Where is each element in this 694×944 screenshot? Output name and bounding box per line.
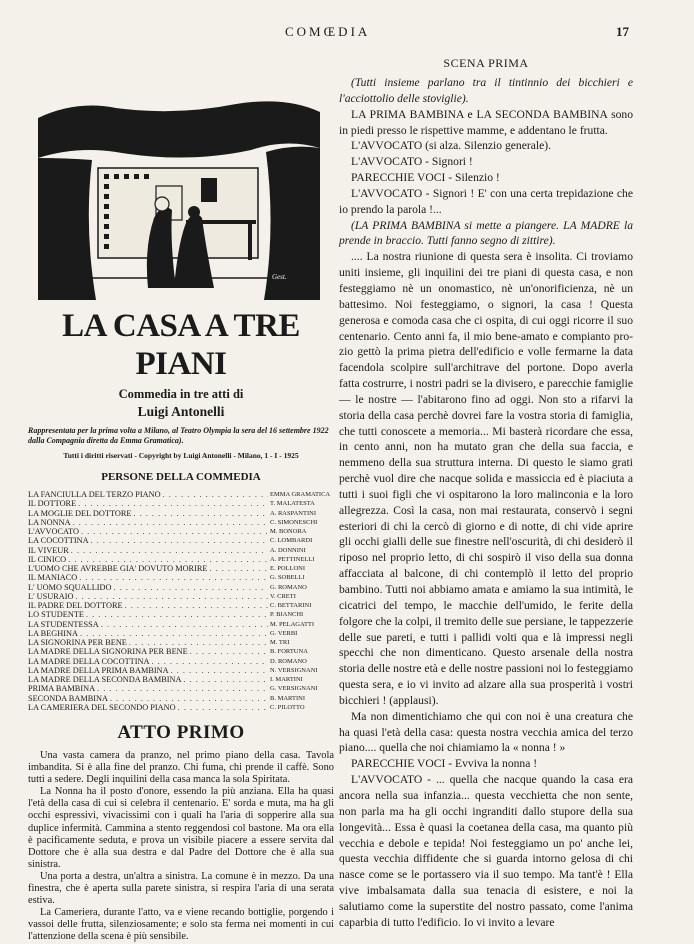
leader-dots [171, 666, 268, 675]
leader-dots [97, 684, 268, 693]
dialogue-paragraph: LA PRIMA BAMBINA e LA SECONDA BAMBINA sono in piedi presso le rispettive mamme, e addentano le frutta. [339, 107, 633, 137]
cast-row [28, 638, 334, 647]
leader-dots [81, 527, 268, 536]
leader-dots [129, 638, 268, 647]
cast-row [28, 694, 334, 703]
stage-drawing [36, 78, 322, 300]
stage-directions [28, 750, 334, 944]
leader-dots [86, 610, 268, 619]
leader-dots [209, 564, 268, 573]
cast-role: LA NONNA [28, 517, 71, 527]
cast-actor: D. ROMANO [270, 657, 307, 665]
cast-role: LO STUDENTE [28, 610, 84, 620]
cast-actor: P. BIANCHI [270, 611, 304, 619]
leader-dots [76, 592, 268, 601]
cast-row [28, 499, 334, 508]
cast-actor: G. ROMANO [270, 583, 307, 591]
cast-actor: M. BONORA [270, 528, 307, 535]
cast-row [28, 629, 334, 638]
cast-actor: M. TRI [270, 639, 290, 646]
dialogue-paragraph: L'AVVOCATO (si alza. Silenzio generale). [351, 139, 551, 153]
dialogue-paragraph: PARECCHIE VOCI - Evviva la nonna ! [351, 757, 538, 771]
leader-dots [190, 647, 268, 656]
dialogue-paragraph: Ma non dimentichiamo che qui con noi è una creatura che ha quasi l'età della casa: questa nostra vecchia amica del terzo piano.... quella che noi chiamiamo la « nonna ! » [339, 709, 633, 755]
cast-row [28, 527, 334, 536]
leader-dots [178, 703, 268, 712]
direction-paragraph: La Cameriera, durante l'atto, va e viene recando bottiglie, porgendo i vassoi delle frutta, silenziosamente; e solo sta ferma nei momenti in cui l'attenzione della scena è più sensibile. [28, 907, 334, 943]
dialogue-paragraph: (LA PRIMA BAMBINA si mette a piangere. LA MADRE la prende in braccio. Tutti fanno segno di zittire). [339, 218, 633, 248]
play-author: Luigi Antonelli [137, 404, 225, 419]
cast-actor: B. MARTINI [270, 694, 305, 702]
dialogue-text [339, 75, 633, 931]
page-number: 17 [616, 24, 629, 39]
cast-role: L'AVVOCATO [28, 527, 79, 536]
cast-role: IL VIVEUR [28, 545, 69, 555]
cast-actor: B. FORTUNA [270, 648, 308, 656]
play-title: LA CASA A TRE PIANI [62, 308, 300, 382]
right-column [339, 50, 633, 931]
cast-row [28, 518, 334, 527]
cast-role: LA STUDENTESSA [28, 619, 99, 629]
cast-role: LA MADRE DELLA PRIMA BAMBINA [28, 665, 169, 675]
cast-role: LA SIGNORINA PER BENE [28, 638, 127, 647]
cast-row [28, 610, 334, 619]
direction-paragraph: La Nonna ha il posto d'onore, essendo la più anziana. Ella ha quasi l'età della casa di cui si celebra il centenario. E' sorda e muta, ma ha gli occhi espressivi, vivacissimi con i quali ha l'aria di sopperire alla sua duplice infermità. Cammina a stento reggendosi col bastone. Ma ora ella è pacificamente seduta, e prova un visibile piacere a essere servita dal Dottore che è alla sua destra e dal Padre del Dottore che è alla sua sinistra. [28, 786, 334, 870]
cast-actor: C. LOMBARDI [270, 537, 313, 545]
cast-actor: A. DONNINI [270, 546, 306, 554]
dialogue-paragraph: (Tutti insieme parlano tra il tintinnio dei bicchieri e l'acciottolio delle stoviglie). [339, 76, 633, 105]
direction-paragraph: Una vasta camera da pranzo, nel primo piano della casa. Tavola imbandita. Si è alla fine del pranzo. Chi fuma, chi prende il caffè. Sono tutti a sedere. Degli inquilini della casa manca la sola Spiritata. [28, 750, 334, 786]
cast-role: IL CINICO [28, 554, 67, 564]
cast-role: IL PADRE DEL DOTTORE [28, 601, 123, 610]
illustration-signature: Gest. [272, 273, 287, 281]
cast-row [28, 555, 334, 564]
cast-row [28, 536, 334, 545]
cast-row [28, 583, 334, 592]
dialogue-paragraph: L'AVVOCATO - Signori ! E' con una certa trepidazione che io prendo la parola !... [339, 186, 633, 216]
cast-actor: C. BETTARINI [270, 602, 312, 609]
cast-actor: M. PELAGATTI [270, 620, 315, 628]
leader-dots [184, 675, 269, 684]
cast-actor: EMMA GRAMATICA [270, 491, 331, 498]
cast-row [28, 509, 334, 518]
cast-row [28, 573, 334, 582]
cast-role: LA MADRE DELLA SECONDA BAMBINA [28, 675, 182, 684]
running-header [0, 24, 694, 44]
dialogue-paragraph: L'AVVOCATO - Signori ! [351, 155, 473, 169]
cast-row [28, 657, 334, 666]
cast-role: IL MANIACO [28, 573, 78, 583]
cast-row [28, 592, 334, 601]
cast-role: LA MADRE DELLA COCOTTINA [28, 656, 150, 666]
cast-actor: C. SIMONESCHI [270, 518, 318, 526]
act-heading: ATTO PRIMO [117, 722, 245, 743]
cast-actor: A. PETTINELLI [270, 555, 315, 563]
leader-dots [68, 555, 268, 564]
cast-role: SECONDA BAMBINA [28, 693, 108, 703]
cast-actor: G. SOBELLI [270, 574, 305, 582]
cast-role: IL DOTTORE [28, 499, 77, 509]
leader-dots [163, 490, 268, 499]
cast-row [28, 684, 334, 693]
cast-role: LA CAMERIERA DEL SECONDO PIANO [28, 702, 176, 712]
leader-dots [91, 536, 268, 545]
cast-actor: E. POLLONI [270, 565, 306, 572]
leader-dots [101, 620, 268, 629]
leader-dots [71, 546, 268, 555]
cast-row [28, 546, 334, 555]
left-column [28, 50, 334, 944]
leader-dots [80, 629, 268, 638]
cast-role: LA BEGHINA [28, 628, 79, 638]
cast-role: L' UOMO SQUALLIDO [28, 582, 112, 592]
cast-actor: G. VERBI [270, 629, 298, 637]
cast-actor: N. VERSIGNANI [270, 666, 318, 674]
leader-dots [110, 694, 268, 703]
rights-notice: Tutti i diritti riservati - Copyright by Luigi Antonelli - Milano, 1 - I - 1925 [63, 451, 299, 460]
leader-dots [151, 657, 268, 666]
cast-list [28, 490, 334, 712]
cast-heading: PERSONE DELLA COMMEDIA [101, 471, 261, 483]
cast-row [28, 666, 334, 675]
stage-illustration [36, 78, 322, 300]
cast-role: LA MOGLIE DEL DOTTORE [28, 508, 132, 518]
cast-role: LA COCOTTINA [28, 536, 89, 546]
scene-heading: SCENA PRIMA [443, 56, 529, 70]
leader-dots [78, 499, 268, 508]
dialogue-paragraph: L'AVVOCATO - ... quella che nacque quando la casa era ancora nella sua infanzia... questa vecchietta che non sente, non parla ma ha gli occhi ingranditi dallo stupore della sua longevità... Essa è quasi la coetanea della casa, ma quanto più vecchia e debole e tepida! Noi festeggiamo un po' anche lei, questa vecchia diffidente che si guarda intorno gelosa di chi nasce come se le portassero via il suo tempo. Ma tant'è ! Ella vive imbalsamata dalla sua tenacia di esistere, e noi la salutiamo come la superstite del nostro passato, come l'anima caparbia di tutto l'edificio. Io vi invito a levare [339, 773, 633, 929]
cast-row [28, 703, 334, 712]
cast-actor: T. MALATESTA [270, 500, 315, 508]
premiere-note: Rappresentata per la prima volta a Milano, al Teatro Olympia la sera del 16 settembre 1922 dalla Compagnia diretta da Emma Gramatica). [28, 426, 329, 445]
cast-actor: A. RASPANTINI [270, 509, 316, 517]
cast-row [28, 675, 334, 684]
masthead: COMŒDIA [285, 24, 371, 39]
leader-dots [73, 518, 268, 527]
cast-row [28, 490, 334, 499]
cast-row [28, 620, 334, 629]
dialogue-paragraph: .... La nostra riunione di questa sera è insolita. Ci troviamo uniti insieme, gli inquilini dei tre piani di questa casa, e non festeggiamo nè un onomastico, nè un'onorificienza, nè un battesimo. Noi festeggiamo, o signori, la casa ! Questa generosa e comoda casa che ci ospita, di cui oggi ricorre il suo centenario. Cento anni fa, il mio bene-amato e compianto pro-zio gettò la prima pietra dell'edificio e volle fermarne la data facendola scolpire sull'architrave del portone. Dopo averla fatta costrurre, i nostri padri se la divisero, e parecchie famiglie — le nostre — l'abitarono fino ad oggi. Non sto a rifarvi la storia della casa perchè dovrei fare la vostra storia di famiglia, che tutti conoscete a memoria... Mi basterà ricordare che essa, in cento anni, non ha mutato gran che della sua faccia, e nemmeno della sua struttura interna. Di questo le siamo grati perchè vuol dire che nacque solida e massiccia ed è piaciuta a tutti i suoi figli che vi ospitarono la loro malinconia e la loro allegrezza. Così la casa, non mai restaurata, conservò i segni esteriori di chi la cercò di giorno e di notte, di chi vide aprire gli occhi gialli delle sue finestre nell'oscurità, di chi desiderò il riposo nel proprio letto, di chi sospirò il viso della sua donna affacciata al balcone, di chi contemplò il letto del proprio bambino. Tutti noi abbiamo amata e amiamo la sua intimità, le cicatrici del tempo, le macchie dell'umido, le ferite della folgore che la colpi, il tremito delle sue persiane, le tappezzerie delle sue pareti, e tutti i pallidi volti qua e là impressi negli specchi che non dimenticano. Questo arsenale della nostra storia delle nostre età e delle nostre passioni noi lo festeggiamo questa sera, e io vi invito ad alzare alla sua prosperità i vostri bicchieri ! (applausi). [339, 250, 633, 707]
cast-role: L' USURAIO [28, 591, 74, 601]
leader-dots [79, 573, 268, 582]
cast-actor: V. CRETI [270, 592, 296, 600]
cast-actor: C. PILOTTO [270, 703, 305, 711]
cast-role: LA FANCIULLA DEL TERZO PIANO [28, 490, 161, 499]
cast-role: LA MADRE DELLA SIGNORINA PER BENE [28, 647, 188, 657]
cast-row [28, 564, 334, 573]
direction-paragraph: Una porta a destra, un'altra a sinistra. La comune è in mezzo. Da una finestra, che è aperta sulla parete sinistra, si respira l'aria di una serata estiva. [28, 870, 334, 907]
cast-role: L'UOMO CHE AVREBBE GIA' DOVUTO MORIRE [28, 564, 208, 573]
leader-dots [133, 509, 268, 518]
cast-row [28, 647, 334, 656]
leader-dots [125, 601, 268, 610]
cast-actor: I. MARTINI [270, 676, 303, 683]
play-subtitle: Commedia in tre atti di [118, 387, 244, 401]
cast-row [28, 601, 334, 610]
cast-role: PRIMA BAMBINA [28, 684, 96, 694]
leader-dots [114, 583, 268, 592]
cast-actor: G. VERSIGNANI [270, 685, 318, 693]
dialogue-paragraph: PARECCHIE VOCI - Silenzio ! [351, 171, 500, 185]
